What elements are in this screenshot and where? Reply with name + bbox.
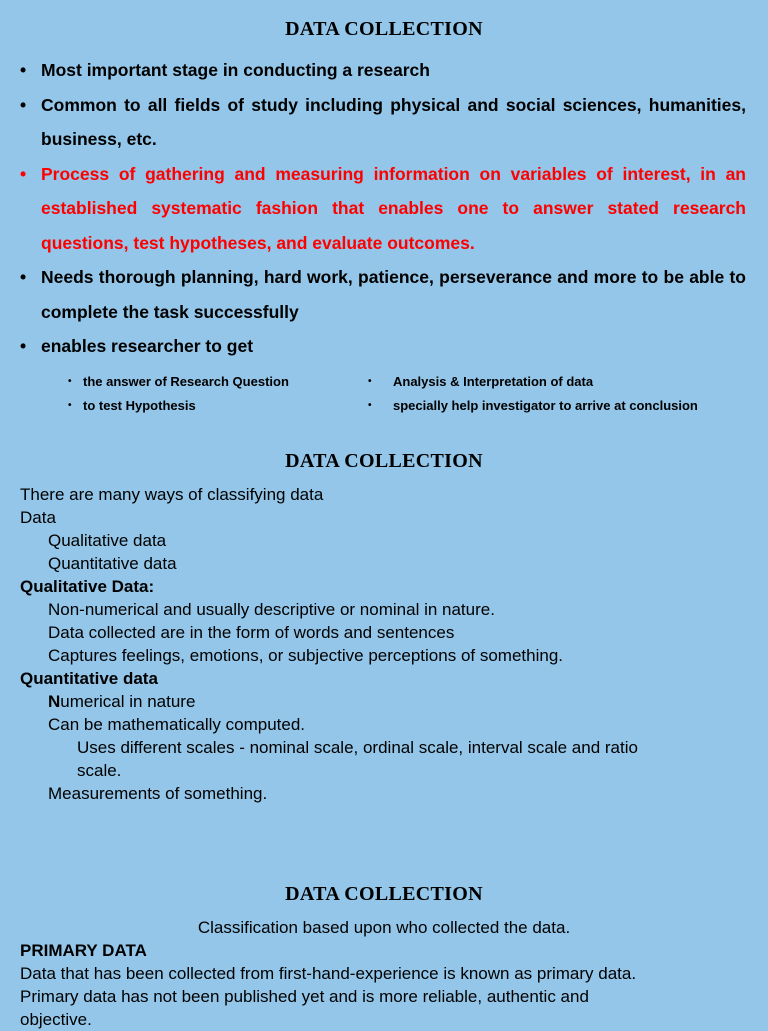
sub-bullet-item: • the answer of Research Question xyxy=(68,370,368,394)
quantitative-subpoint: Uses different scales - nominal scale, ordinal scale, interval scale and ratio xyxy=(77,738,638,757)
qualitative-point: Non-numerical and usually descriptive or nominal in nature. xyxy=(48,600,495,619)
bullet-item: • Most important stage in conducting a research xyxy=(20,53,746,88)
body-line: objective. xyxy=(20,1010,92,1029)
bullet-item: • enables researcher to get xyxy=(20,329,746,364)
qualitative-heading: Qualitative Data: xyxy=(20,577,155,596)
slide-body xyxy=(0,939,768,1031)
data-label: Data xyxy=(20,508,56,527)
slide-data-classification xyxy=(0,450,768,805)
body-line: Primary data has not been published yet and is more reliable, authentic and xyxy=(20,987,589,1006)
qualitative-point: Data collected are in the form of words and sentences xyxy=(48,623,455,642)
data-type-item: Qualitative data xyxy=(48,531,167,550)
quantitative-point: Measurements of something. xyxy=(48,784,268,803)
quantitative-point: Can be mathematically computed. xyxy=(48,715,306,734)
sub-bullet-item: • Analysis & Interpretation of data xyxy=(368,370,748,394)
sub-bullet-item: • to test Hypothesis xyxy=(68,394,368,418)
quantitative-heading: Quantitative data xyxy=(20,669,158,688)
point-rest: umerical in nature xyxy=(60,692,196,711)
slide-subtitle: Classification based upon who collected the data. xyxy=(197,918,571,937)
quantitative-subpoint-cont: scale. xyxy=(77,761,122,780)
body-line: Data that has been collected from first-hand-experience is known as primary data. xyxy=(20,964,637,983)
slide-data-collection-overview xyxy=(0,18,768,418)
slide-body xyxy=(0,483,768,805)
first-letter: N xyxy=(48,692,61,711)
slide-title: DATA COLLECTION xyxy=(285,883,483,905)
bullet-list xyxy=(0,53,768,364)
qualitative-point: Captures feelings, emotions, or subjective perceptions of something. xyxy=(48,646,563,665)
sub-bullet-item: • specially help investigator to arrive at conclusion xyxy=(368,394,748,418)
bullet-item: • Needs thorough planning, hard work, patience, perseverance and more to be able to complete the task successfully xyxy=(20,260,746,329)
slide-primary-data xyxy=(0,883,768,1031)
primary-heading: PRIMARY DATA xyxy=(20,941,147,960)
bullet-item-highlighted: • Process of gathering and measuring information on variables of interest, in an established systematic fashion that enables one to answer stated research questions, test hypotheses, and evaluate outcomes. xyxy=(20,157,746,261)
intro-text: There are many ways of classifying data xyxy=(20,485,324,504)
bullet-item: • Common to all fields of study including physical and social sciences, humanities, business, etc. xyxy=(20,88,746,157)
sub-bullet-grid xyxy=(68,370,768,418)
quantitative-point xyxy=(20,690,748,713)
slide-title: DATA COLLECTION xyxy=(285,450,483,472)
slide-title: DATA COLLECTION xyxy=(285,18,483,40)
data-type-item: Quantitative data xyxy=(48,554,177,573)
